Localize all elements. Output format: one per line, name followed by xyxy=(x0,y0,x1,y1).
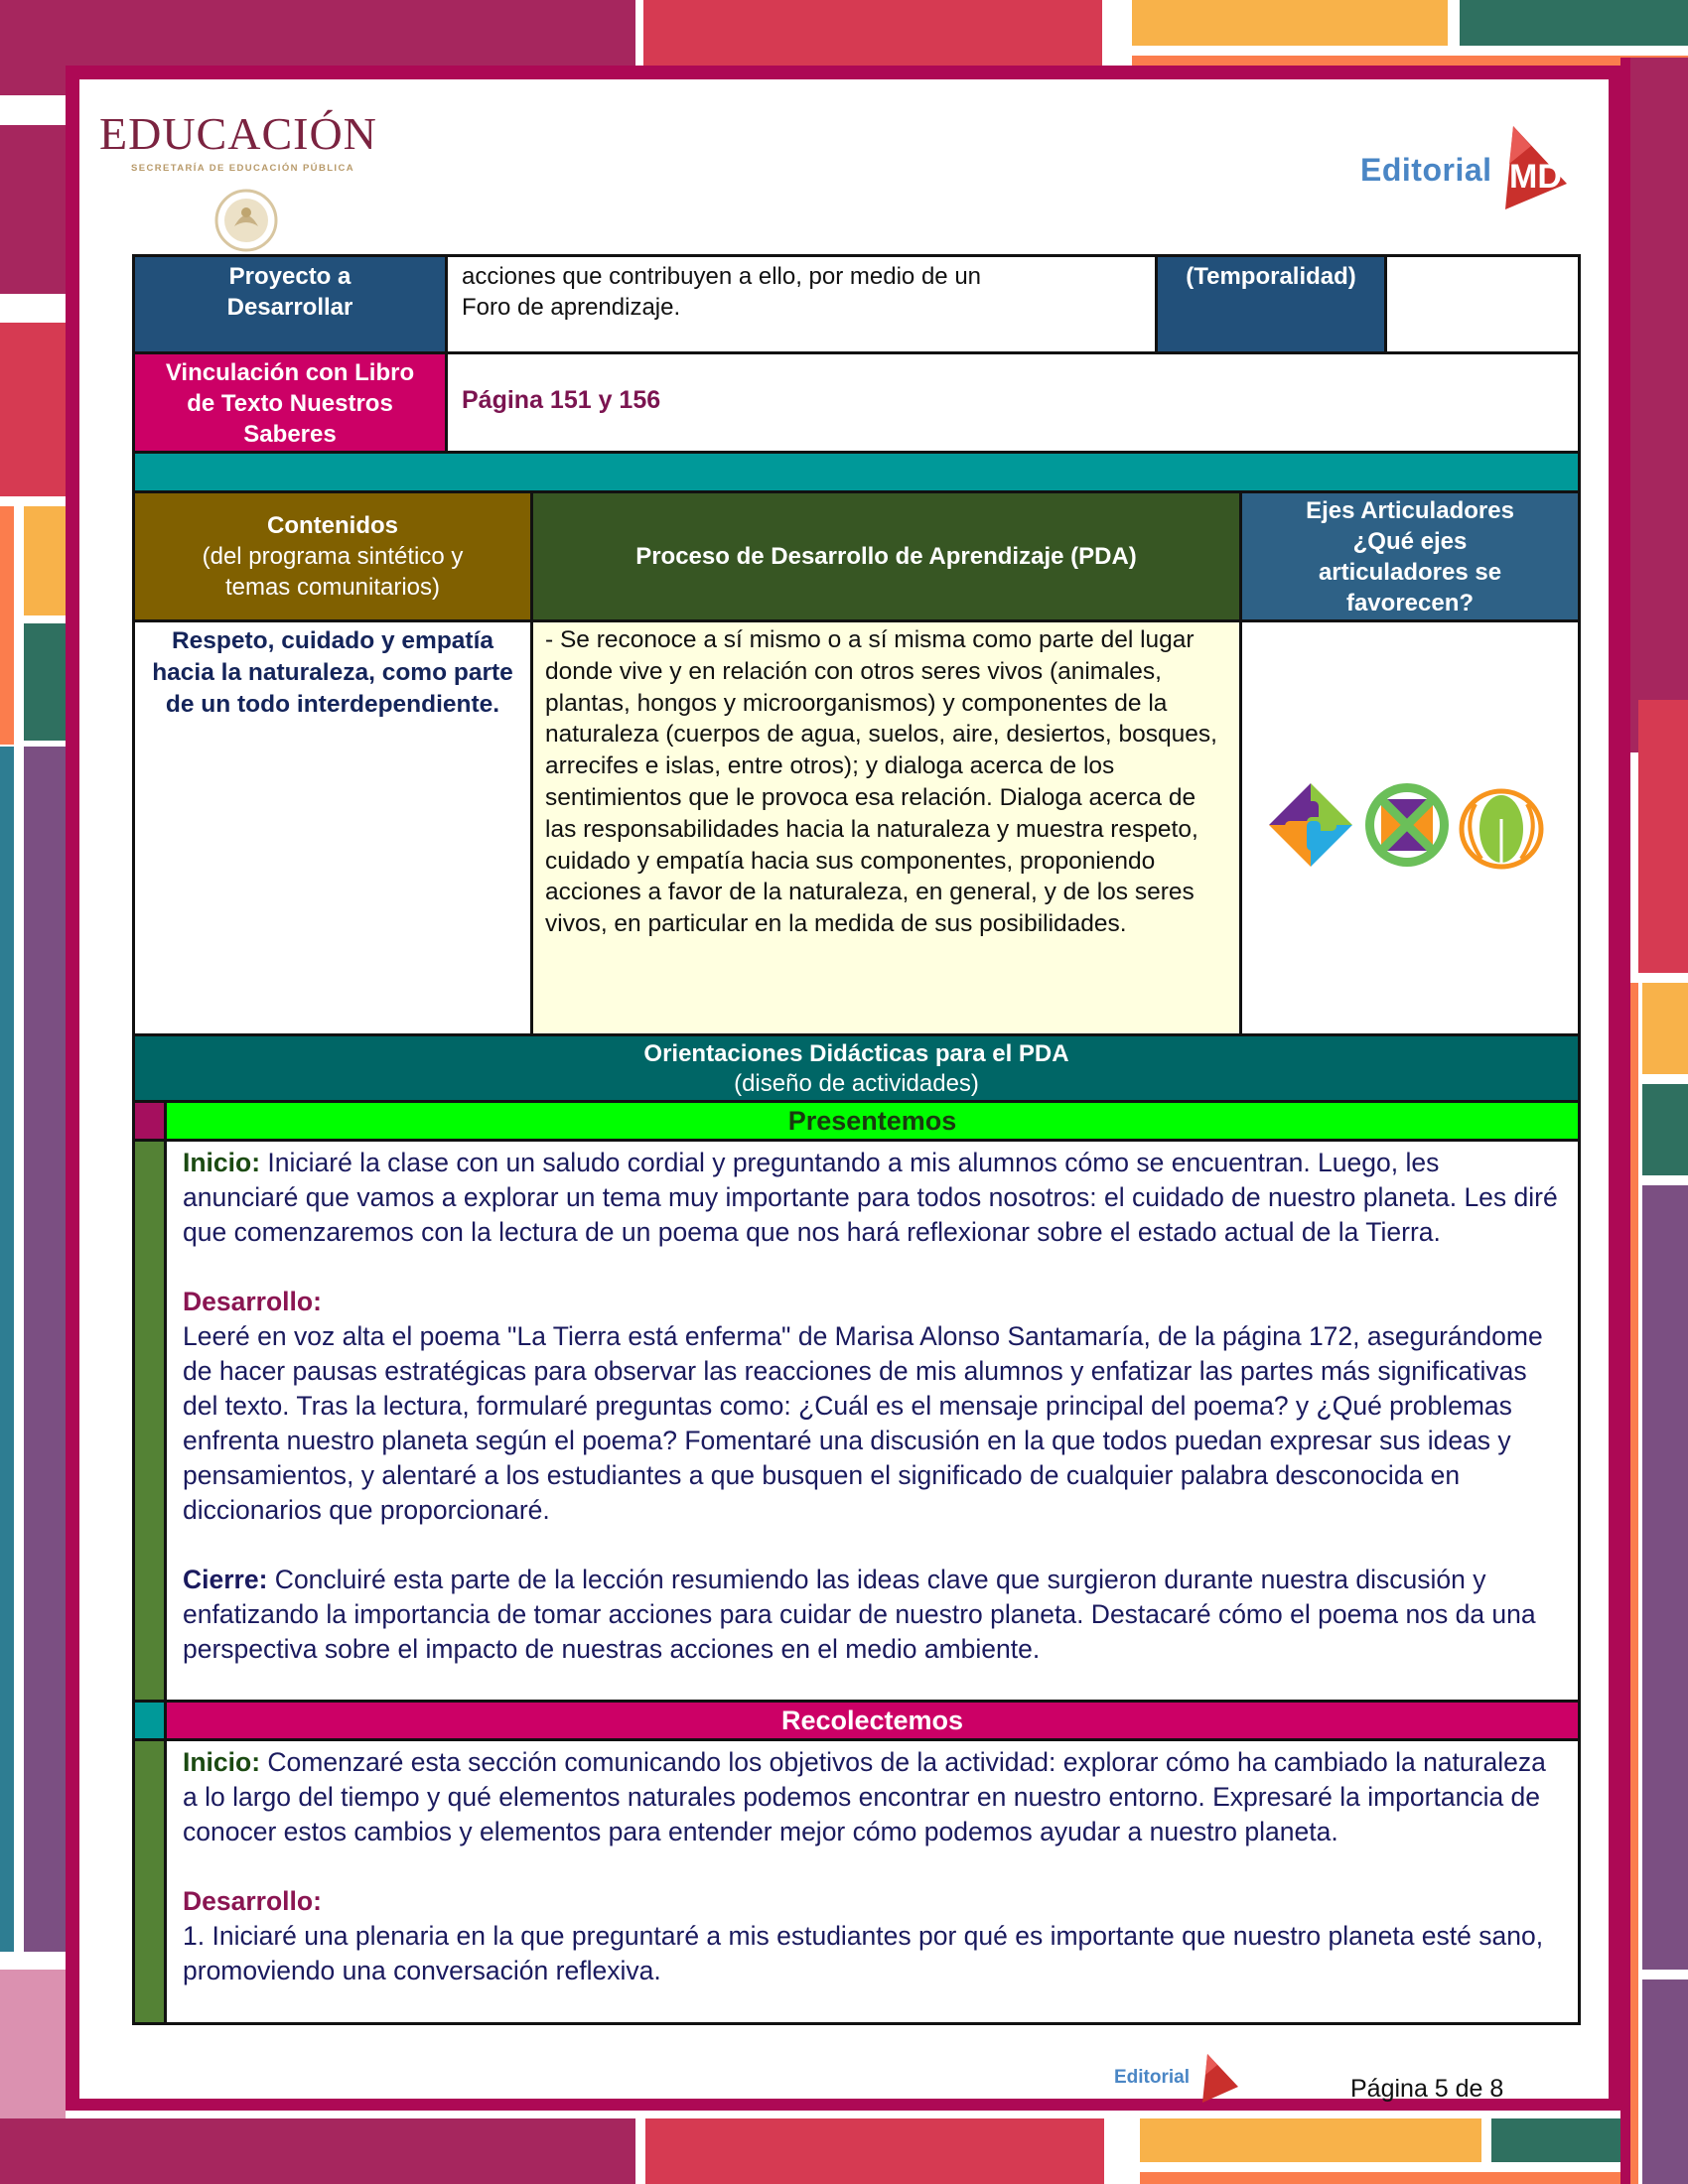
recolectemos-desarrollo-label: Desarrollo: xyxy=(183,1886,322,1916)
background-tile xyxy=(24,623,66,741)
footer-md-logo-mark-icon xyxy=(1194,2053,1239,2103)
presentemos-desarrollo-text[interactable]: Leeré en voz alta el poema "La Tierra está enferma" de Marisa Alonso Santamaría, de la página 172, asegurándome de hacer pausas estratégicas para observar las reacciones de mis alumnos y enfatizar las partes más significativas del texto. Tras la lectura, formularé preguntas como: ¿Cuál es el mensaje principal del poema? y ¿Qué problemas enfrenta nuestro planeta según el poema? Fomentaré una discusión en la que todos puedan expresar sus ideas y pensamientos, y alentaré a los estudiantes a que busquen el significado de cualquier palabra desconocida en diccionarios que proporcionaré. xyxy=(183,1321,1543,1525)
recolectemos-desarrollo-heading xyxy=(183,1884,1562,1919)
background-tile xyxy=(1140,2118,1481,2162)
inclusion-icon xyxy=(1267,781,1354,869)
vinculacion-label: Vinculación con Libro de Texto Nuestros Saberes xyxy=(165,359,415,448)
background-tile xyxy=(0,69,66,95)
editorial-logo-text: Editorial xyxy=(1360,152,1492,188)
sep-logo-subtitle: SECRETARÍA DE EDUCACIÓN PÚBLICA xyxy=(131,163,354,174)
teal-separator-bar xyxy=(132,451,1581,493)
presentemos-desarrollo-heading xyxy=(183,1285,1562,1319)
footer-editorial-text: Editorial xyxy=(1114,2067,1191,2088)
sep-logo xyxy=(99,108,397,174)
presentemos-inicio-label: Inicio: xyxy=(183,1148,261,1177)
recolectemos-body xyxy=(164,1738,1581,2025)
presentemos-section xyxy=(132,1100,1581,1703)
background-tile xyxy=(1620,58,1630,2184)
presentemos-cierre-label: Cierre: xyxy=(183,1565,268,1594)
presentemos-title: Presentemos xyxy=(164,1100,1581,1142)
pda-title: Proceso de Desarrollo de Aprendizaje (PDA) xyxy=(635,543,1137,570)
contenido-value-cell xyxy=(132,619,533,1036)
presentemos-marker xyxy=(132,1100,167,1142)
background-tile xyxy=(24,506,66,615)
pda-value[interactable]: - Se reconoce a sí mismo o a sí misma como parte del lugar donde vive y en relación con otros seres vivos (animales, plantas, hongos y microorganismos) y componentes de la naturaleza (cuerpos de agua, suelos, aire, desiertos, bosques, arrecifes e islas, entre otros); y dialoga acerca de los sentimientos que le provoca esa relación. Dialoga acerca de las responsabilidades hacia la naturaleza y muestra respeto, cuidado y empatía hacia sus componentes, proponiendo acciones a favor de la naturaleza, en general, y de los seres vivos, en particular en la medida de sus posibilidades. xyxy=(545,626,1217,938)
recolectemos-marker xyxy=(132,1700,167,1741)
vinculacion-value-cell xyxy=(445,351,1581,454)
content-body-row xyxy=(132,619,1581,1036)
footer-editorial-logo xyxy=(1114,2053,1233,2103)
background-tile xyxy=(1491,2118,1620,2162)
pda-header-cell xyxy=(530,490,1242,622)
recolectemos-title: Recolectemos xyxy=(164,1700,1581,1741)
presentemos-cierre-text[interactable]: Concluiré esta parte de la lección resumiendo las ideas clave que surgieron durante nuestra discusión y enfatizando la importancia de tomar acciones para cuidar de nuestro planeta. Destacaré cómo el poema nos da una perspectiva sobre el impacto de nuestras acciones en el medio ambiente. xyxy=(183,1565,1536,1664)
content-header-row xyxy=(132,490,1581,622)
temporalidad-label: (Temporalidad) xyxy=(1186,263,1356,290)
vinculacion-label-cell xyxy=(132,351,448,454)
background-tile xyxy=(643,0,1102,69)
proyecto-value-cell xyxy=(445,254,1158,354)
contenidos-header-cell xyxy=(132,490,533,622)
ejes-value-cell xyxy=(1239,619,1581,1036)
ejes-title: Ejes Articuladores ¿Qué ejes articuladores se favorecen? xyxy=(1306,496,1514,616)
vinculacion-value[interactable]: Página 151 y 156 xyxy=(462,386,661,414)
presentemos-inicio-text[interactable]: Iniciaré la clase con un saludo cordial y preguntando a mis alumnos cómo se encuentran. Luego, les anunciaré que vamos a explorar un tema muy importante para todos nosotros: el cuidado de nuestro planeta. Les diré que comenzaremos con la lectura de un poema que nos hará reflexionar sobre el estado actual de la Tierra. xyxy=(183,1148,1558,1247)
proyecto-row xyxy=(132,254,1581,354)
recolectemos-inicio-text[interactable]: Comenzaré esta sección comunicando los objetivos de la actividad: explorar cómo ha cambiado la naturaleza a lo largo del tiempo y qué elementos naturales podemos encontrar en nuestro entorno. Expresaré la importancia de conocer estos cambios y elementos para entender mejor cómo podemos ayudar a nuestro planeta. xyxy=(183,1747,1546,1846)
orientaciones-header xyxy=(132,1033,1581,1103)
page-number: Página 5 de 8 xyxy=(1350,2075,1504,2103)
background-tile xyxy=(1630,983,1638,2184)
contenidos-title: Contenidos xyxy=(267,512,398,539)
vida-saludable-icon xyxy=(1456,779,1547,871)
orientaciones-title: Orientaciones Didácticas para el PDA xyxy=(643,1040,1069,1067)
background-tile xyxy=(0,125,66,294)
mexico-seal-icon xyxy=(207,183,286,252)
interculturalidad-critica-icon xyxy=(1363,781,1451,869)
vinculacion-row xyxy=(132,351,1581,454)
md-logo-letters: MD xyxy=(1509,158,1562,196)
temporalidad-label-cell xyxy=(1155,254,1387,354)
background-tile xyxy=(0,747,14,1952)
recolectemos-section xyxy=(132,1700,1581,2025)
proyecto-label-cell xyxy=(132,254,448,354)
background-tile xyxy=(0,0,635,69)
sep-logo-title: EDUCACIÓN xyxy=(99,108,377,159)
presentemos-stripe xyxy=(132,1139,167,1703)
background-tile xyxy=(1140,2172,1620,2184)
presentemos-cierre xyxy=(183,1563,1562,1667)
background-tile xyxy=(1132,0,1448,46)
orientaciones-subtitle: (diseño de actividades) xyxy=(734,1070,979,1097)
background-tile xyxy=(1642,983,1688,1074)
background-tile xyxy=(1642,1084,1688,1175)
background-tile xyxy=(1638,700,1688,973)
background-tile xyxy=(0,1970,66,2118)
recolectemos-desarrollo-text[interactable]: 1. Iniciaré una plenaria en la que preguntaré a mis estudiantes por qué es importante que nuestro planeta esté sano, promoviendo una conversación reflexiva. xyxy=(183,1921,1544,1985)
recolectemos-inicio-label: Inicio: xyxy=(183,1747,261,1777)
background-tile xyxy=(1642,1185,1688,1970)
background-tile xyxy=(645,2118,1104,2184)
proyecto-label: Proyecto a Desarrollar xyxy=(226,263,353,321)
background-tile xyxy=(1642,1979,1688,2184)
ejes-header-cell xyxy=(1239,490,1581,622)
proyecto-value[interactable]: acciones que contribuyen a ello, por medio de un Foro de aprendizaje. xyxy=(462,263,982,321)
pda-value-cell xyxy=(530,619,1242,1036)
md-logo-mark-icon xyxy=(1487,124,1569,209)
recolectemos-stripe xyxy=(132,1738,167,2025)
contenidos-subtitle: (del programa sintético y temas comunitarios) xyxy=(202,543,464,601)
contenido-value[interactable]: Respeto, cuidado y empatía hacia la naturaleza, como parte de un todo interdependiente. xyxy=(152,627,513,718)
background-tile xyxy=(0,506,14,745)
presentemos-inicio xyxy=(183,1146,1562,1250)
temporalidad-value-cell[interactable] xyxy=(1384,254,1581,354)
background-tile xyxy=(24,747,66,1952)
presentemos-body xyxy=(164,1139,1581,1703)
background-tile xyxy=(1460,0,1688,46)
background-tile xyxy=(0,2118,635,2184)
background-tile xyxy=(0,323,66,496)
presentemos-desarrollo-label: Desarrollo: xyxy=(183,1287,322,1316)
recolectemos-inicio xyxy=(183,1745,1562,1849)
background-tile xyxy=(1638,236,1688,688)
editorial-md-logo xyxy=(1360,124,1569,209)
